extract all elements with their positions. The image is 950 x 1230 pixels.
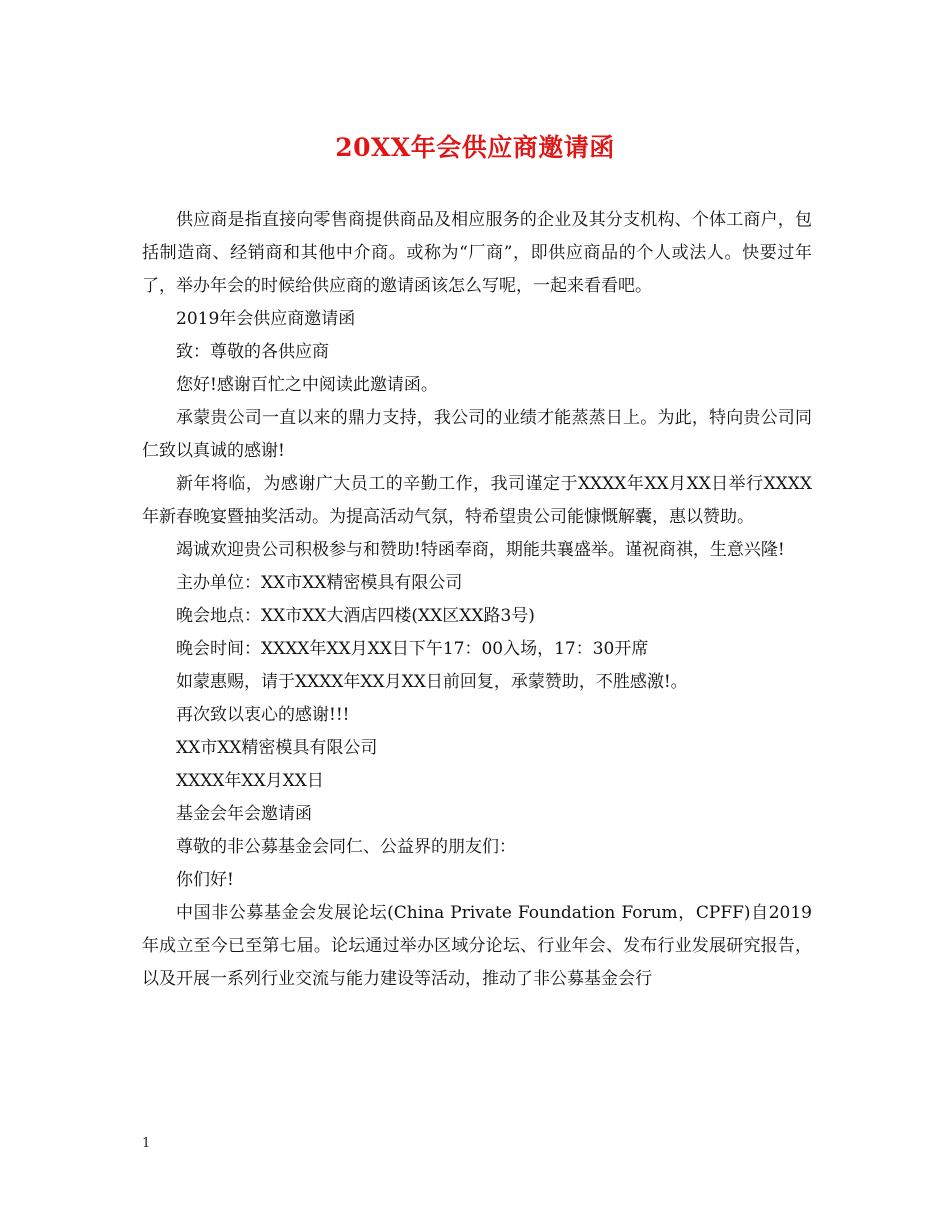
signature-date: XXXX年XX月XX日 <box>176 771 324 791</box>
section-heading-supplier: 2019年会供应商邀请函 <box>176 309 356 329</box>
intro-paragraph: 供应商是指直接向零售商提供商品及相应服务的企业及其分支机构、个体工商户，包括制造商、经销商和其他中介商。或称为“厂商”，即供应商品的个人或法人。快要过年了，举办年会的时候给供应商的邀请函该怎么写呢，一起来看看吧。 <box>142 210 812 296</box>
document-body <box>142 204 812 996</box>
salutation: 致：尊敬的各供应商 <box>176 342 329 362</box>
document-title: 20XX年会供应商邀请函 <box>335 133 615 162</box>
reply-line: 如蒙惠赐，请于XXXX年XX月XX日前回复，承蒙赞助，不胜感激!。 <box>176 672 688 692</box>
signature-company: XX市XX精密模具有限公司 <box>176 738 378 758</box>
time-line: 晚会时间：XXXX年XX月XX日下午17：00入场，17：30开席 <box>176 639 649 659</box>
venue-line: 晚会地点：XX市XX大酒店四楼(XX区XX路3号) <box>176 606 535 626</box>
page-number: 1 <box>142 1136 151 1151</box>
section-heading-foundation: 基金会年会邀请函 <box>176 804 312 824</box>
forum-paragraph: 中国非公募基金会发展论坛(China Private Foundation Forum，CPFF)自2019年成立至今已至第七届。论坛通过举办区域分论坛、行业年会、发布行业发展研究报告，以及开展一系列行业交流与能力建设等活动，推动了非公募基金会行 <box>142 903 812 989</box>
greeting: 您好!感谢百忙之中阅读此邀请函。 <box>176 375 438 395</box>
foundation-salutation: 尊敬的非公募基金会同仁、公益界的朋友们： <box>176 837 516 857</box>
organizer-line: 主办单位：XX市XX精密模具有限公司 <box>176 573 463 593</box>
closing-thanks: 再次致以衷心的感谢!!! <box>176 705 350 725</box>
thanks-paragraph: 承蒙贵公司一直以来的鼎力支持，我公司的业绩才能蒸蒸日上。为此，特向贵公司同仁致以真诚的感谢! <box>142 408 812 461</box>
event-paragraph: 新年将临，为感谢广大员工的辛勤工作，我司谨定于XXXX年XX月XX日举行XXXX年新春晚宴暨抽奖活动。为提高活动气氛，特希望贵公司能慷慨解囊，惠以赞助。 <box>142 474 812 527</box>
foundation-greeting: 你们好! <box>176 870 234 890</box>
welcome-paragraph: 竭诚欢迎贵公司积极参与和赞助!特函奉商，期能共襄盛举。谨祝商祺，生意兴隆! <box>176 540 785 560</box>
